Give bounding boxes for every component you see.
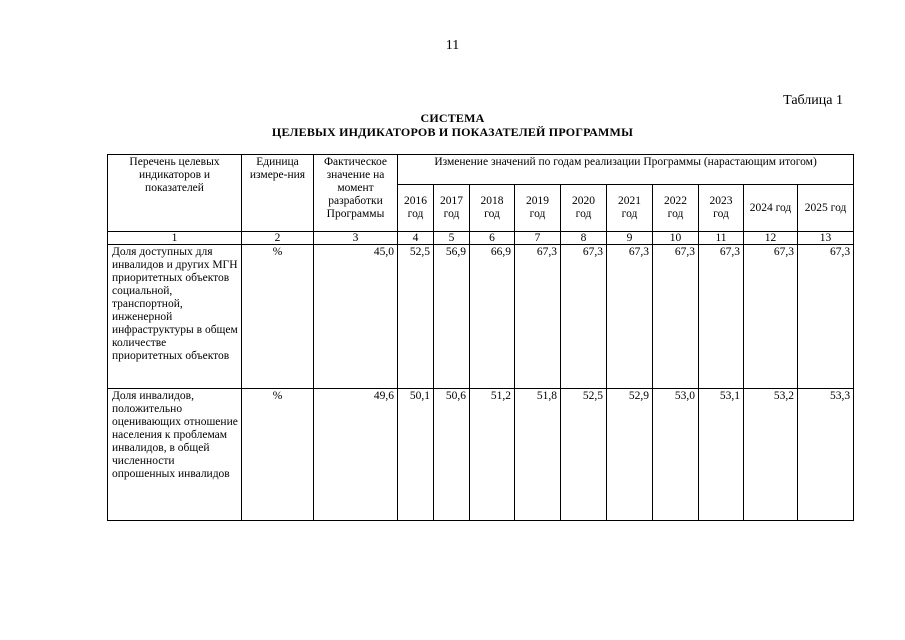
document-subtitle: ЦЕЛЕВЫХ ИНДИКАТОРОВ И ПОКАЗАТЕЛЕЙ ПРОГРАММЫ [271,125,634,139]
indicator-value: 53,1 [699,389,744,521]
indicator-value: 67,3 [515,245,561,389]
indicator-unit: % [242,389,314,521]
indicator-value: 67,3 [607,245,653,389]
indicator-unit: % [242,245,314,389]
page-number: 11 [445,38,460,53]
header-year: 2016 год [398,185,434,232]
column-number: 10 [653,232,699,245]
indicator-name: Доля инвалидов, положительно оценивающих отношение населения к проблемам инвалидов, в общей численности опрошенных инвалидов [108,389,242,521]
column-numbers-row [108,232,854,245]
column-number: 1 [108,232,242,245]
table-label: Таблица 1 [783,93,843,108]
column-number: 7 [515,232,561,245]
column-number: 3 [314,232,398,245]
indicator-actual: 49,6 [314,389,398,521]
indicator-value: 67,3 [653,245,699,389]
indicator-value: 67,3 [744,245,798,389]
column-number: 11 [699,232,744,245]
header-year: 2024 год [744,185,798,232]
column-number: 13 [798,232,854,245]
indicator-value: 51,8 [515,389,561,521]
header-year: 2021 год [607,185,653,232]
indicator-value: 56,9 [434,245,470,389]
column-number: 8 [561,232,607,245]
header-year: 2025 год [798,185,854,232]
header-actual: Фактическое значение на момент разработки Программы [314,155,398,232]
indicator-value: 53,3 [798,389,854,521]
header-change: Изменение значений по годам реализации Программы (нарастающим итогом) [398,155,854,185]
header-unit: Единица измере-ния [242,155,314,232]
indicator-value: 67,3 [798,245,854,389]
column-number: 6 [470,232,515,245]
column-number: 9 [607,232,653,245]
table-row [108,389,854,521]
indicator-value: 52,9 [607,389,653,521]
header-year: 2020 год [561,185,607,232]
header-indicators: Перечень целевых индикаторов и показателей [108,155,242,232]
header-year: 2019 год [515,185,561,232]
column-number: 4 [398,232,434,245]
indicator-actual: 45,0 [314,245,398,389]
column-number: 12 [744,232,798,245]
indicator-value: 50,6 [434,389,470,521]
indicator-value: 66,9 [470,245,515,389]
header-year: 2017 год [434,185,470,232]
indicator-value: 50,1 [398,389,434,521]
header-row [108,155,854,185]
indicator-value: 52,5 [561,389,607,521]
header-year: 2018 год [470,185,515,232]
indicator-value: 53,0 [653,389,699,521]
indicator-value: 52,5 [398,245,434,389]
indicator-value: 67,3 [699,245,744,389]
column-number: 5 [434,232,470,245]
indicator-value: 51,2 [470,389,515,521]
header-year: 2022 год [653,185,699,232]
indicator-value: 67,3 [561,245,607,389]
header-year: 2023 год [699,185,744,232]
table-row [108,245,854,389]
indicator-name: Доля доступных для инвалидов и других МГН приоритетных объектов социальной, транспортной, инженерной инфраструктуры в общем количестве приоритетных объектов [108,245,242,389]
document-title: СИСТЕМА [420,111,485,125]
indicators-table [107,154,854,521]
indicator-value: 53,2 [744,389,798,521]
column-number: 2 [242,232,314,245]
